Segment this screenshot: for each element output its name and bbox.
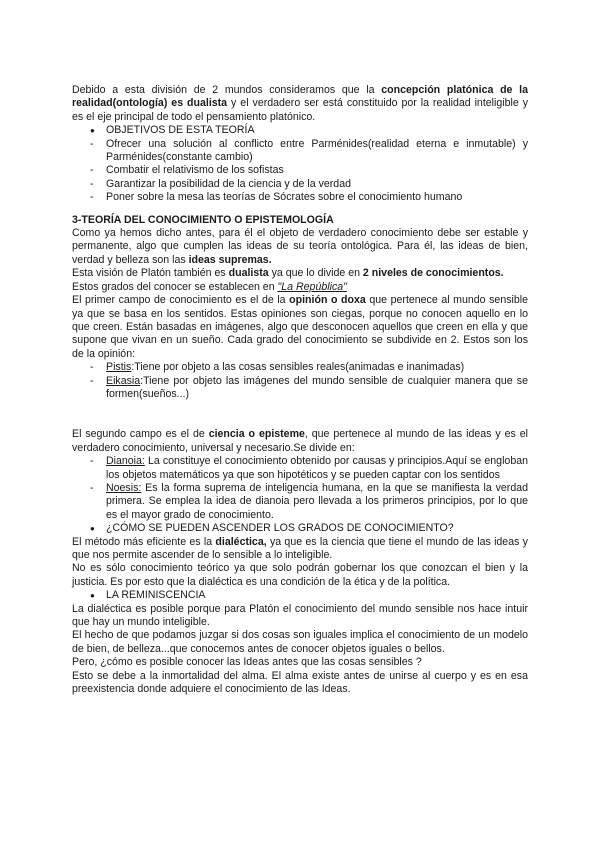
- ciencia-item-dianoia: [72, 455, 528, 482]
- term: Noesis:: [106, 481, 142, 494]
- book-reference: "La República": [277, 280, 347, 293]
- text: ya que lo divide en: [268, 267, 363, 280]
- intro-paragraph: [72, 84, 528, 124]
- term: Eikasia: [106, 374, 141, 387]
- text: que pertenece al mundo sensible ya que se basa en los sentidos. Estas opiniones son ciegas, porque no conocen aquello en lo que creen. Están basadas en imágenes, algo que desconocen aquellos que creen en ella y que supone que vivan en un sueño. Cada grado del conocimiento se subdivide en 2. Estos son los de la opinión:: [72, 294, 529, 360]
- objetivos-heading: ● OBJETIVOS DE ESTA TEORÍA: [72, 124, 528, 137]
- text: Como ya hemos dicho antes, para él el objeto de verdadero conocimiento debe ser estable y permanente, algo que cumplen las ideas de su teoría ontológica. Para él, las ideas de bien, verdad y belleza son las: [72, 227, 528, 266]
- text: ya que es la ciencia que tiene el mundo de las ideas y que nos permite ascender de lo sensible a lo inteligible.: [72, 535, 528, 561]
- definition: :Tiene por objeto a las cosas sensibles reales(animadas e inanimadas): [131, 361, 465, 374]
- intro-text-1: Debido a esta división de 2 mundos consideramos que la: [72, 84, 382, 96]
- intro-bold-1: concepción platónica de la realidad(ontología) es dualista: [72, 84, 528, 110]
- document-page: [72, 84, 528, 696]
- text: Esta visión de Platón también es: [72, 267, 229, 280]
- objetivo-item: - Poner sobre la mesa las teorías de Sócrates sobre el conocimiento humano: [72, 191, 528, 204]
- intro-text-2: y el verdadero ser está constituido por la realidad inteligible y es el eje principal de todo el pensamiento platónico.: [72, 97, 529, 123]
- text: El método más eficiente es la: [72, 535, 216, 548]
- bold-text: dialéctica,: [215, 535, 267, 548]
- bold-text: dualista: [228, 267, 269, 280]
- objetivo-item: - Ofrecer una solución al conflicto entre Parménides(realidad eterna e inmutable) y Parménides(constante cambio): [72, 138, 528, 165]
- bullet-reminiscencia: ● LA REMINISCENCIA: [72, 589, 528, 602]
- paragraph-opinion: [72, 294, 528, 361]
- bullet-ascender: ● ¿CÓMO SE PUEDEN ASCENDER LOS GRADOS DE CONOCIMIENTO?: [72, 522, 528, 535]
- paragraph-pregunta: Pero, ¿cómo es posible conocer las Ideas antes que las cosas sensibles ?: [72, 656, 422, 669]
- paragraph-inmortalidad: Esto se debe a la inmortalidad del alma. El alma existe antes de unirse al cuerpo y es en esa preexistencia donde adquiere el conocimiento de las Ideas.: [72, 669, 528, 696]
- reminiscencia-list: [72, 589, 528, 602]
- term: Dianoia:: [106, 455, 145, 468]
- objetivo-item: - Garantizar la posibilidad de la ciencia y de la verdad: [72, 178, 528, 191]
- text: Estos grados del conocer se establecen en: [72, 280, 278, 293]
- bold-text: ciencia o episteme: [208, 428, 305, 441]
- definition: :Tiene por objeto las imágenes del mundo sensible de cualquier manera que se formen(sueños...): [106, 374, 528, 400]
- text: El primer campo de conocimiento es el de la: [72, 294, 290, 307]
- paragraph-etica-politica: No es sólo conocimiento teórico ya que solo podrán gobernar los que conozcan el bien y la justicia. Es por esto que la dialéctica es una condición de la ética y de la política.: [72, 562, 528, 588]
- paragraph-ciencia: [72, 428, 528, 455]
- paragraph-objeto-conocimiento: [72, 227, 528, 267]
- ciencia-item-noesis: [72, 482, 528, 522]
- bold-text: opinión o doxa: [289, 294, 366, 307]
- definition: Es la forma suprema de inteligencia humana, en la que se manifiesta la verdad primera. Se emplea la idea de dianoia pero llevada a los primeros principios, por lo que es el mayor grado de conocimiento.: [106, 481, 528, 521]
- paragraph-republica: [72, 281, 528, 294]
- bold-text: 2 niveles de conocimientos.: [362, 267, 504, 280]
- paragraph-dualista: [72, 267, 528, 280]
- text: , que pertenece al mundo de las ideas y es el verdadero conocimiento, universal y necesario.Se divide en:: [72, 428, 528, 454]
- paragraph-dialectica: [72, 536, 528, 563]
- section-title: 3-TEORÍA DEL CONOCIMIENTO O EPISTEMOLOGÍA: [72, 213, 334, 226]
- opinion-item-eikasia: [72, 375, 528, 402]
- opinion-list: [72, 361, 528, 401]
- objetivo-item: - Combatir el relativismo de los sofistas: [72, 164, 528, 177]
- opinion-item-pistis: [72, 361, 528, 374]
- paragraph-intuir: La dialéctica es posible porque para Platón el conocimiento del mundo sensible nos hace intuir que hay un mundo inteligible.: [72, 602, 528, 629]
- text: El segundo campo es el de: [72, 428, 209, 441]
- ciencia-list: [72, 455, 528, 535]
- objetivos-list: [72, 124, 528, 204]
- bold-text: ideas supremas.: [188, 253, 272, 266]
- paragraph-juzgar: El hecho de que podamos juzgar si dos cosas son iguales implica el conocimiento de un modelo de bien, de belleza...que conocemos antes de conocer objetos iguales o bellos.: [72, 629, 528, 655]
- definition: La constituye el conocimiento obtenido por causas y principios.Aquí se engloban los objetos matemáticos ya que son hipotéticos y se pueden captar con los sentidos: [106, 455, 528, 481]
- term: Pistis: [106, 361, 132, 374]
